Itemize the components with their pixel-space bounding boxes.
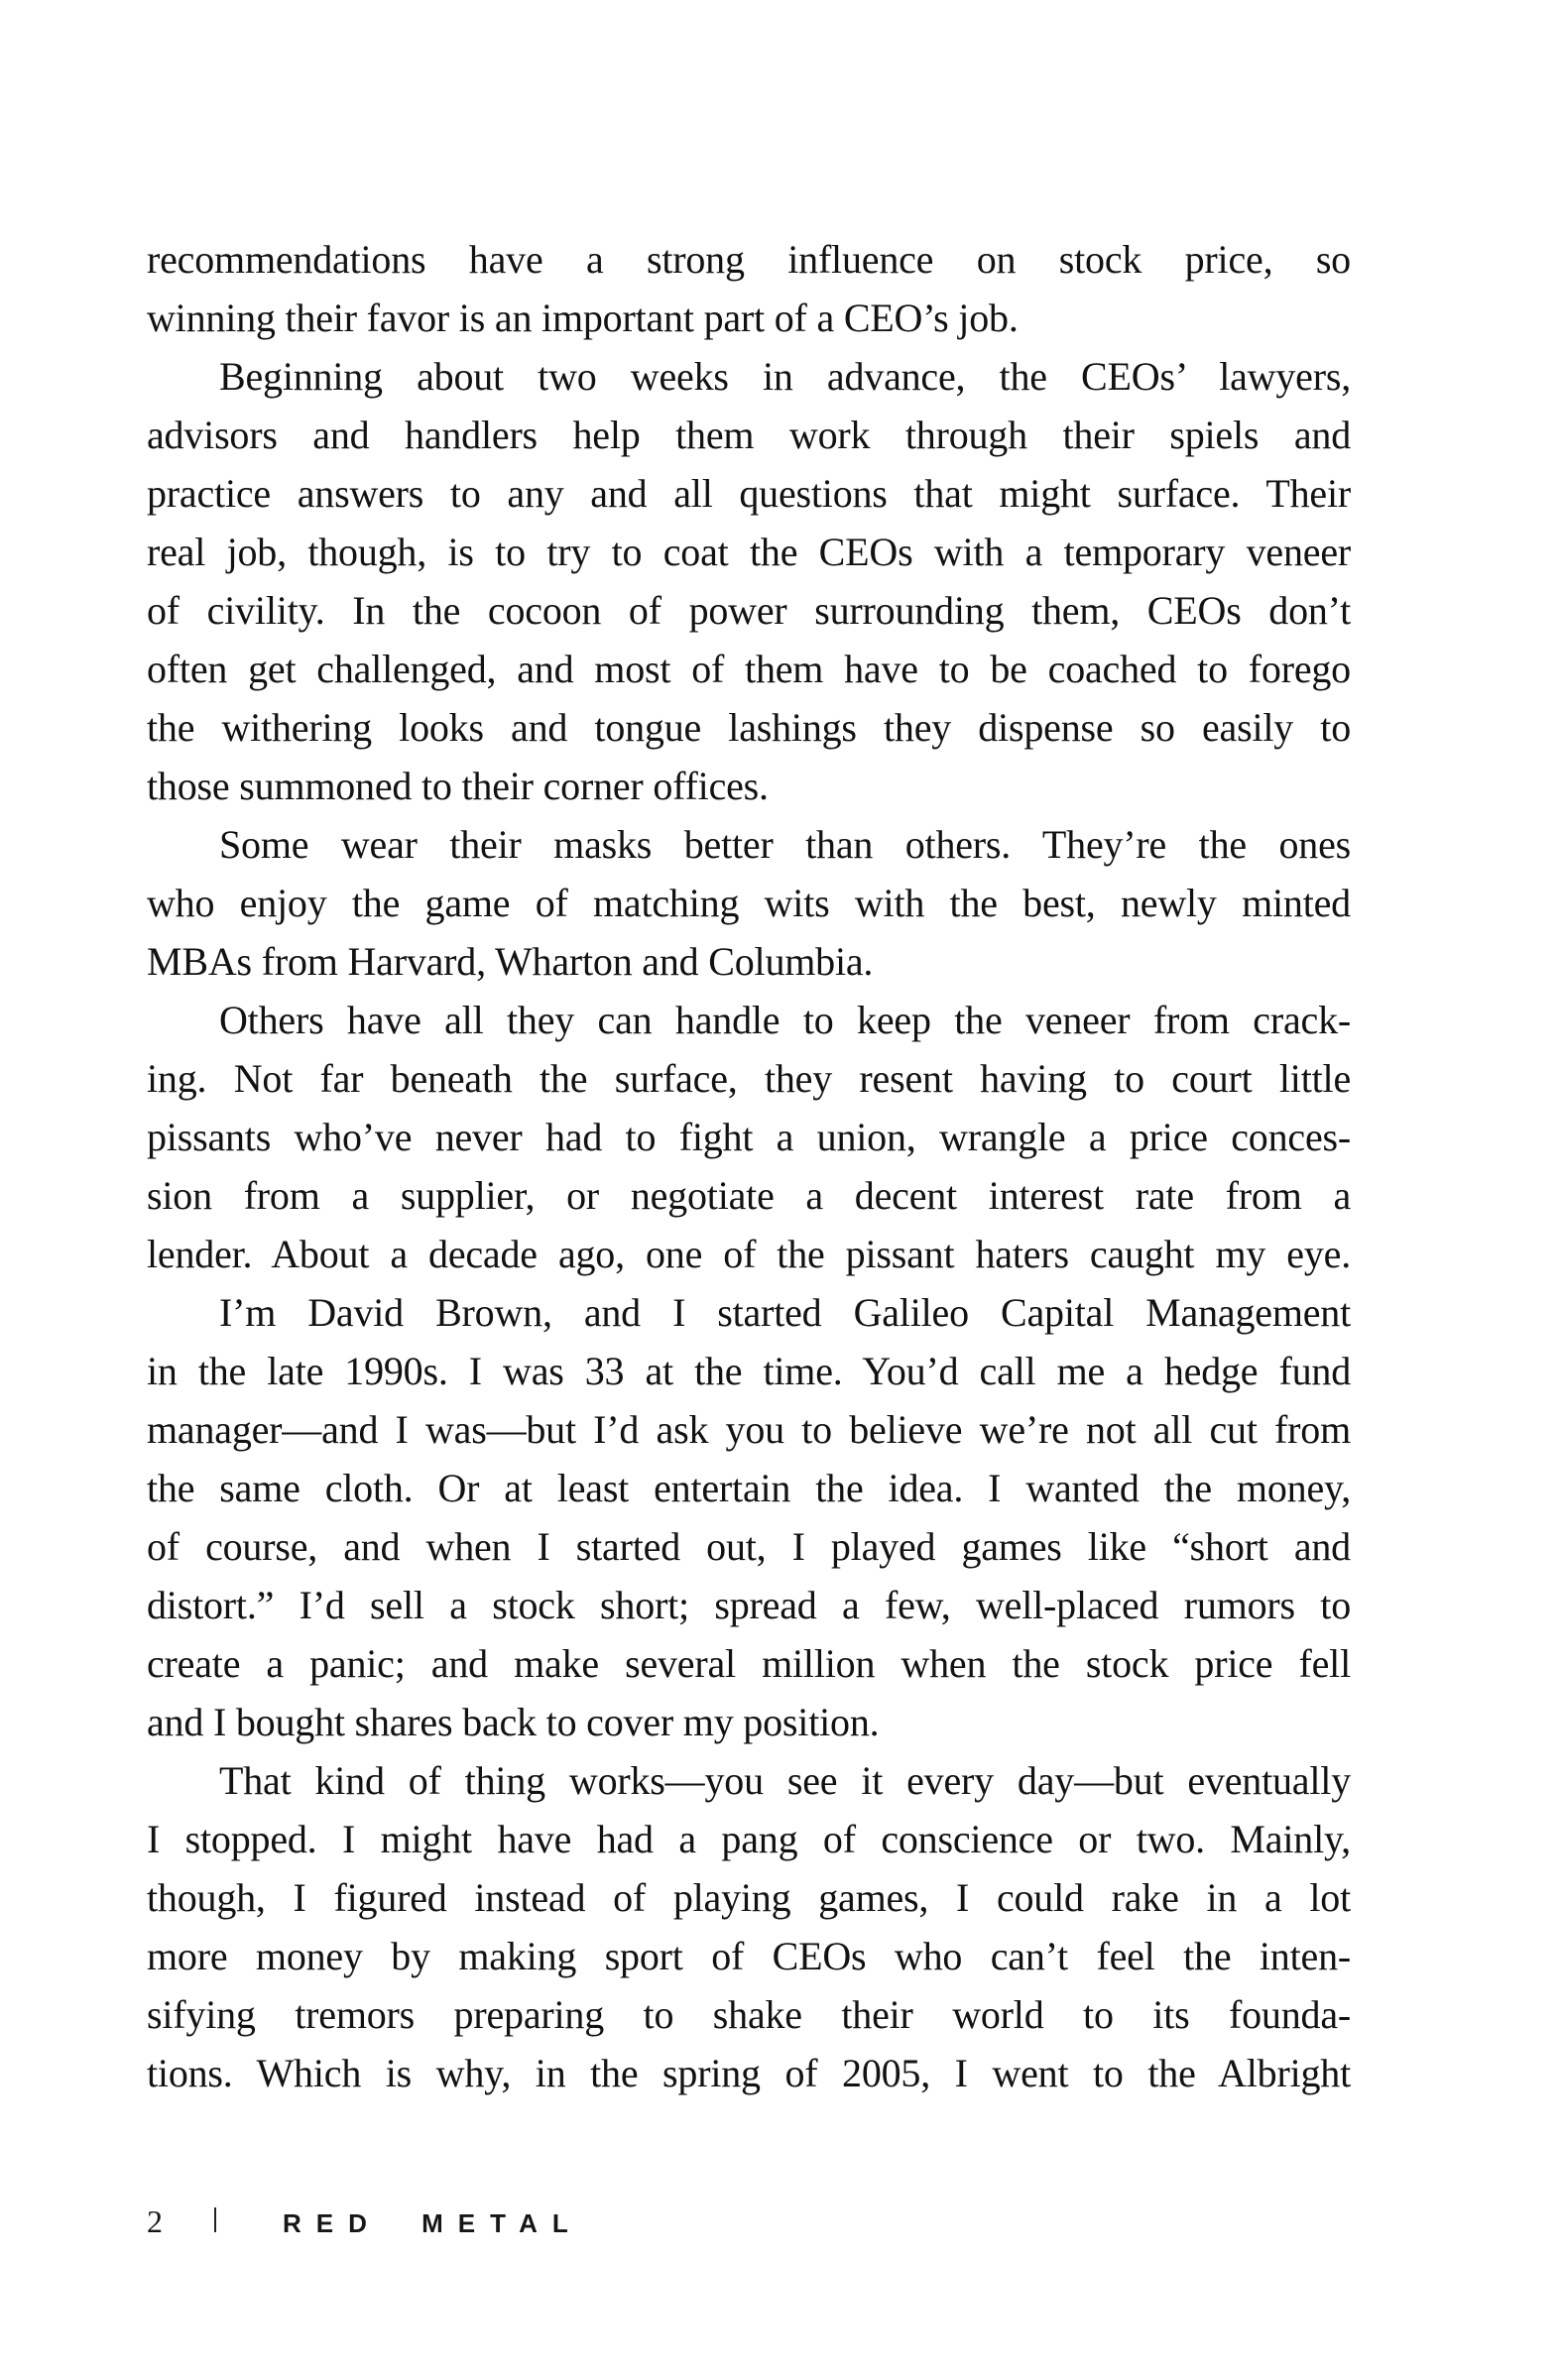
running-title: RED METAL (283, 2208, 583, 2238)
page-footer (147, 2203, 583, 2240)
text-line: tions. Which is why, in the spring of 2005, I went to the Albright (147, 2051, 1351, 2095)
text-line: who enjoy the game of matching wits with the best, newly minted (147, 881, 1351, 925)
text-line: That kind of thing works—you see it every day—but eventually (219, 1758, 1351, 1803)
text-line: Some wear their masks better than others. They’re the ones (219, 822, 1351, 867)
text-line: lender. About a decade ago, one of the pissant haters caught my eye. (147, 1232, 1351, 1276)
text-line: though, I figured instead of playing games, I could rake in a lot (147, 1875, 1351, 1920)
text-line: sion from a supplier, or negotiate a decent interest rate from a (147, 1173, 1351, 1218)
text-line: and I bought shares back to cover my position. (147, 1700, 880, 1744)
text-line: those summoned to their corner offices. (147, 764, 769, 808)
text-line: winning their favor is an important part of a CEO’s job. (147, 296, 1019, 340)
text-line: in the late 1990s. I was 33 at the time. You’d call me a hedge fund (147, 1349, 1351, 1393)
text-line: of civility. In the cocoon of power surrounding them, CEOs don’t (147, 588, 1351, 633)
text-line: pissants who’ve never had to fight a union, wrangle a price conces- (147, 1115, 1351, 1159)
text-line: of course, and when I started out, I played games like “short and (147, 1524, 1351, 1569)
page-number: 2 (147, 2203, 163, 2239)
text-line: Others have all they can handle to keep the veneer from crack- (219, 998, 1351, 1042)
text-line: I’m David Brown, and I started Galileo Capital Management (219, 1290, 1351, 1335)
text-line: the same cloth. Or at least entertain the idea. I wanted the money, (147, 1466, 1351, 1510)
text-line: recommendations have a strong influence on stock price, so (147, 237, 1351, 282)
text-line: Beginning about two weeks in advance, the CEOs’ lawyers, (219, 354, 1351, 399)
text-line: often get challenged, and most of them have to be coached to forego (147, 647, 1351, 691)
text-line: sifying tremors preparing to shake their world to its founda- (147, 1992, 1351, 2037)
text-line: ing. Not far beneath the surface, they resent having to court little (147, 1056, 1351, 1101)
text-line: advisors and handlers help them work through their spiels and (147, 413, 1351, 457)
text-line: I stopped. I might have had a pang of conscience or two. Mainly, (147, 1817, 1351, 1861)
text-line: the withering looks and tongue lashings they dispense so easily to (147, 705, 1351, 750)
text-line: more money by making sport of CEOs who can’t feel the inten- (147, 1934, 1351, 1978)
text-line: real job, though, is to try to coat the CEOs with a temporary veneer (147, 530, 1351, 574)
text-line: manager—and I was—but I’d ask you to believe we’re not all cut from (147, 1407, 1351, 1452)
text-line: distort.” I’d sell a stock short; spread a few, well-placed rumors to (147, 1583, 1351, 1627)
text-line: create a panic; and make several million when the stock price fell (147, 1641, 1351, 1686)
body-text-block (147, 230, 1351, 2102)
text-line: MBAs from Harvard, Wharton and Columbia. (147, 939, 874, 984)
footer-divider (214, 2207, 216, 2232)
text-line: practice answers to any and all questions that might surface. Their (147, 471, 1351, 516)
